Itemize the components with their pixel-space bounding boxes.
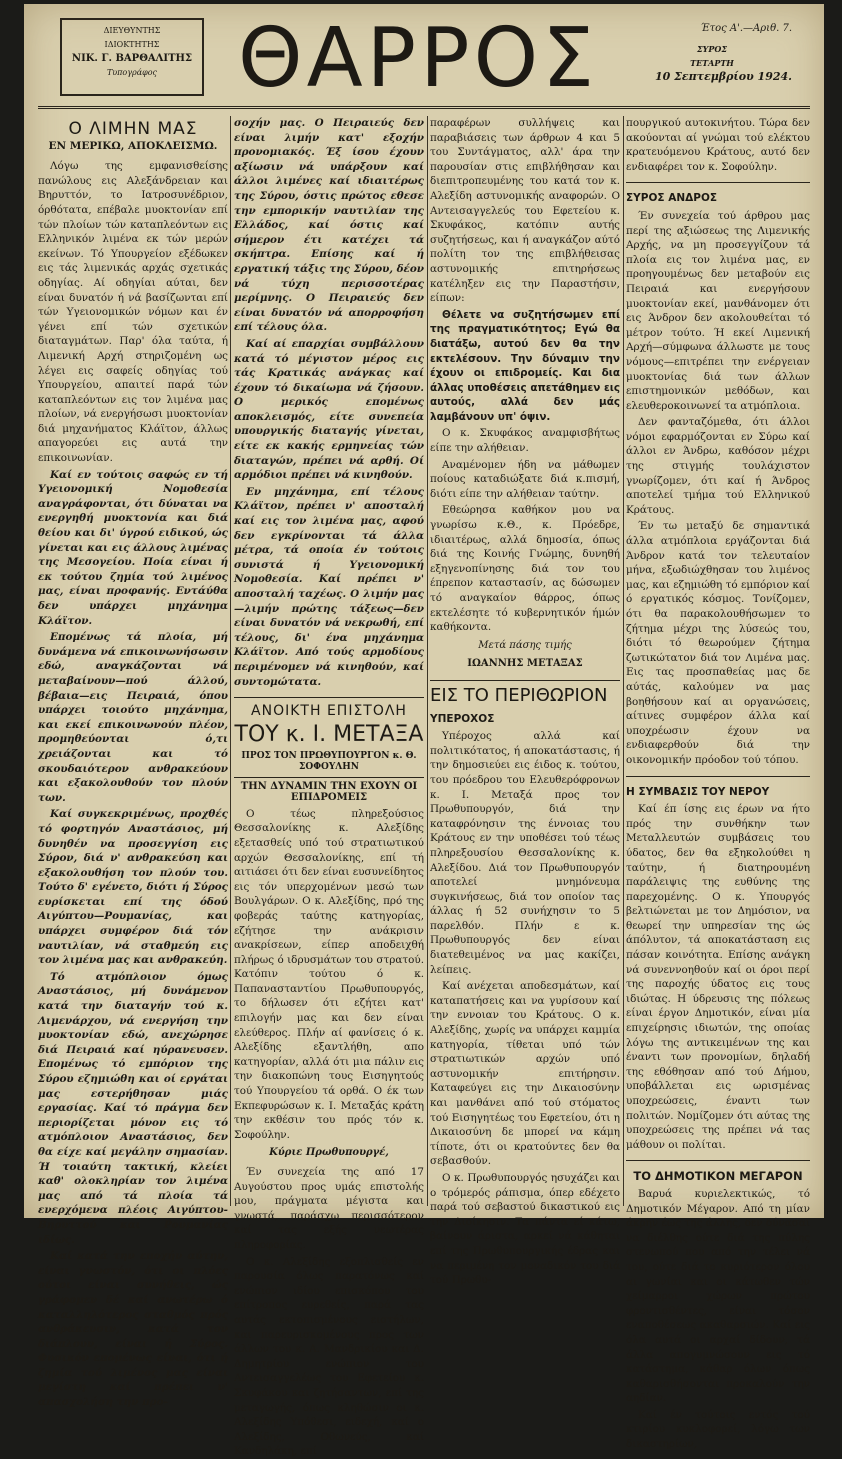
masthead — [38, 10, 810, 110]
column-3 — [430, 116, 620, 1287]
paragraph: Έν τω μεταξύ δε σημαντικά άλλα ατμόπλοια εργάζονται διά Άνδρον κατά τον τελευταίον μήνα, εξωδιώχθησαν του λιμένος μας, και εζημιώθη τό εμπόριον καί ό εργατικός κόσμος. Τονίζομεν, ότι θα παρακολουθήσωμεν το ζήτημα μέχρι της λύσεώς του, διότι τό θεωρούμεν ζήτημα ζωτικώτατον διά τον Λιμένα μας. Εις τας προσπαθείας μας δε αύτάς, καλούμεν να μας βοηθήσουν καί αι οργανώσεις, αίτινες συμφέρον άλλα καί υποχρέωσιν έχουν να ενδιαφερθούν διά την οικονομικήν πρόοδον τού τόπου. — [626, 520, 810, 766]
issue-date: 10 Σεπτεμβρίου 1924. — [655, 70, 792, 83]
paragraph: Τό ατμόπλοιον όμως Αναστάσιος, μή δυνάμενον κατά την διαταγήν τού κ. Λιμενάρχου, νά ενεργήση την μυοκτονίαν εδώ, ανεχώρησε διά Πειραιά καί ηύρανευσεν. Επομένως τό εμπόριον της Σύρου εζημιώθη και οί εργάται μας εστερήθησαν μιάς εργασίας. Καί τό πράγμα δεν περιορίζεται μόνον εις τό ατμόπλοιον Αναστάσιος, δεν θα είχε καί μεγάλην σημασίαν. Ή τοιαύτη τακτική, κλείει καθ' ολοκληρίαν τον λιμένα μας από τά πλοία τά ενερχόμενα πλέοις Αιγύπτου-Βηρυττού και Ρουμανίας ιδίως. — [38, 970, 228, 1246]
director-box — [60, 18, 204, 96]
paragraph: Καί αί επαρχίαι συμβάλλουν κατά τό μέγιστον μέρος εις τάς Κρατικάς ανάγκας καί έχουν τό δικαίωμα νά ζήσουν. Ο μερικός επομένως αποκλεισμός, είτε συνεπεία υπουργικής διαταγής γίνεται, είτε εκ κακής ερμηνείας τών διαταγών, πρέπει νά αρθή. Οί αρμόδιοι πρέπει νά κινηθούν. — [234, 337, 424, 482]
divider — [430, 680, 620, 681]
paragraph: Επομένως τά πλοία, μή δυνάμενα νά επικοινωνήσωσιν εδώ, αναγκάζονται νά μεταβαίνουν—πού άλλού, βέβαια—εις Πειραιά, όπου υπάρχει τοιούτο μηχάνημα, και εκεί επικοινωνούν πλέον, προμηθεύονται ό,τι χρειάζονται και τό σκουδαιότερον ανθρακεύουν και εξακολουθούν τον πλούν των. — [38, 631, 228, 804]
column-1 — [38, 116, 228, 1409]
paragraph: Έν συνεχεία της από 17 Αυγούστου προς υμάς επιστολής μου, πράγματα μέγιστα και γνωστά, παράσχω περισσότερον καί τας εξής νεωτέρας πληροφορίας. — [234, 1166, 424, 1251]
section-heading-perithorion: ΕΙΣ ΤΟ ΠΕΡΙΘΩΡΙΟΝ — [430, 684, 608, 706]
paragraph: Εθεώρησα καθήκον μου να γνωρίσω κ.Θ., κ. Πρόεδρε, ιδιαιτέρως, αλλά δημοσία, όπως διά της Κοινής Γνώμης, δυνηθή εξηγενοπίνησης διά τον του έπρεπον καταστασίν, ας δώσωμεν τό αναγκαίον θάρρος, όπως εκτελέσητε τό κυβερνητικόν ήμών καθήκοντα. — [430, 504, 620, 634]
paragraph: Ο κ. Πρωθυπουργός ησυχάζει και ο τρόμερός ράπισμα, όπερ εδέχετο παρά τού σεβαστού δικαστικού εις την Διοίκησιν. Τα πάντα εί κάτω, βαίνουν άριστα, αρκεί νά κάθηται επί της Πρωθυπουργικής έδρας και να περιμένη τον μοναδικόν του διά τού Πρωθυ- — [430, 1171, 620, 1287]
paragraph: Υπέροχος αλλά καί πολιτικότατος, ή αποκατάστασις, ή την δημοσιεύει εις έιδος κ. τούτου, του πρόεδρου του Ελευθερόφρονων κ. Ι. Μεταξά προς τον Πρωθυπουργόν, διά την καταφρόνησιν της έννοιας του Κράτους εν την υποθέσει τού τέως πληρεξουσίου Θεσσαλονίκης κ. Αλεξίδου. Διά τον Πρωθυπουργόν αποτελεί μνημόνευμα συγκινήσεως, διά τον οποίον τας άλλας ή 52 συνήχησιν το 5 παρελθόν. Πλήν ε κ. Πρωθυπουργός δεν είναι διατεθειμένος να μας κακίζει, λείπεις. — [430, 730, 620, 976]
paragraph: Ο τέως πληρεξούσιος Θεσσαλονίκης κ. Αλεξίδης εξετασθείς υπό τού στρατιωτικού αρχών Θεσσαλονίκης, επί τή αιτιάσει ότι δεν είναι ευσυνείδητος εις τόν υπερχομένων μεσώ των Βουλγάρων. Ο κ. Αλεξίδης, πρό της φοβεράς ταύτης κατηγορίας, εζήτησε την ανάκρισιν ανακρίσεων, είπερ αποδειχθή πλήρως ό ιδρυσμάτων του στρατού. Κατόπιν τούτου ό κ. Παπανασταντίου Πρωθυπουργός, το δήλωσεν ότι εζήτει κατ' επιλογήν μας και δεν είναι ελεύθερος. Πλήν αί φανίσεις ό κ. Αλεξίδης εξαντλήθη, απο κατηγορίαν, αλλά ότι μια πάλιν εις την διακοπώνη τους Εισηγητούς τού Υπουργείου τά ορθά. Ο έκ των Εκπεφυρώσων κ. Ι. Μεταξάς κράτη την εκθέσιν του πρός τόν κ. Σοφούλην. — [234, 807, 424, 1141]
article-heading-limin: Ο ΛΙΜΗΝ ΜΑΣ — [68, 119, 198, 139]
paragraph: Λόγω της εμφανισθείσης πανώλους εις Αλεξάνδρειαν και Βηρυττόν, το Ιατροσυνέδριον, όρθότατα, επέβαλε μυοκτονίαν επί τών πλοίων τών καταπλεόντων εις Ελληνικόν λιμένα εκ τών μερών εκείνων. Τό Υπουργείον εξέδωκεν εις τάς λιμενικάς αρχάς σχετικάς οδηγίας. Αί οδηγίαι αύται, δεν είναι δυνατόν ή νά βασίζωνται επί τών Υγειονομικών νόμων και έν γένει επί τών σχετικών διαταγμάτων. Παρ' όλα ταύτα, ή Λιμενική Αρχή στηριζομένη ως λέγει εις σαφείς οδηγίας τού Υπουργείου, απαιτεί παρά τών καταπλεόντων εις τον λιμένα μας πλοίων, νά ενεργήσωσι μυοκτονίαν διά μηχανήματος Κλάϊτον, άλλως απαγορεύει εις αυτά την επικοινωνίαν. — [38, 160, 228, 465]
paragraph: Έν συνεχεία τού άρθρου μας περί της αξιώσεως της Λιμενικής Αρχής, να μη προσεγγίζουν τά πλοία εις τον λιμένα μας, εν προηγουμένως δεν μεταβούν εις Πειραιά και ενεργήσουν μυοκτονίαν εκεί, μανθάνομεν ότι εις Άνδρον δεν ακολουθείται τό μέτρον τούτο. Ή εκεί Λιμενική Αρχή—σύμφωνα άλλωστε με τους νόμους—επιτρέπει την ενέργειαν μυοκτονίας διά των άλλων επιστημονικών μεθόδων, και ελευθεροκοινωνεί τα ατμόπλοια. — [626, 209, 810, 412]
quote: Θέλετε να συζητήσωμεν επί της πραγματικότητος; Εγώ θα διατάξω, αυτού δεν θα την εκτελέσουν. Την δύναμιν την έχουν οι επιδρομείς. Και δια άλλας υποθέσεις απετάθημεν εις αυτούς, αλλά δεν μάς λαμβάνουν υπ' όψιν. — [430, 308, 620, 423]
section-heading-syros-andros: ΣΥΡΟΣ ΑΝΔΡΟΣ — [626, 192, 718, 205]
newspaper-page — [24, 4, 824, 1458]
paragraph: Καί συγκεκριμένως, προχθές τό φορτηγόν Αναστάσιος, μή δυνηθέν να προσεγγίση εις Σύρον, διά ν' ανθρακεύση και εξακολουθήση τον πλούν του. Τούτο δ' εγένετο, διότι ή Σύρος ευρίσκεται επί της όδού Αιγύπτου—Ρουμανίας, και υπάρχει συμφέρον διά τόν ναυτιλίαν, νά σταθμεύη εις τον λιμένα μας και ανθρακεύη. — [38, 808, 228, 967]
article-subheading: ΕΝ ΜΕΡΙΚΩ, ΑΠΟΚΛΕΙΣΜΩ. — [48, 139, 218, 152]
paragraph: πουργικού αυτοκινήτου. Τώρα δεν ακούονται αί γνώμαι τού ελέκτου κρατευόμενου Κράτους, αυτό δεν ενδιαφέρει τον κ. Σοφούλην. — [626, 117, 810, 173]
paragraph: Ο κ. Αλεξίδης εξοπλισθείς εν παρουσία όλως παρατόνως καί ενώπιον ιδίου επισκόπου του επίτροπος ευρεθείς, παρά τας αυτάς εκτοπισμένους ειστήλων, και παρευρισκομένους προς των άλλων του κ. Α. Μανδρικίου και Δ. Δημητρίου ενώπιον του Αντεισαγγελέως του Εφετείου κ. Σκυφάκου και ζητήσαντων, επί της μεταγωγής, όπως κληθώσιν οι κ. Αλεξίδης Υπόθεσι, ειδεχή, καί ο Αλεξίδης, Οθωνεύς, καί Κανδηλάκη, επί — [234, 1255, 424, 1458]
paragraph: Καί εν τούτοις σαφώς εν τή Υγειονομική Νομοθεσία αναγράφονται, ότι δύναται να ενεργηθή μυοκτονία και διά θείου και δι' ύγρού ειδικού, ώς γίνεται και εις άλλους λιμένας της Μεσογείου. Ποία είναι ή εκ τούτου ζημία τού λιμένος μας, είναι προφανής. Εντάύθα δεν υπάρχει μηχάνημα Κλάϊτον. — [38, 468, 228, 627]
letter-heading-name: ΤΟΥ κ. Ι. ΜΕΤΑΞΑ — [234, 721, 424, 747]
paragraph: Καί έν τούτοις εντός τού κτιρίου κυκλοφορεί, λόγω των δικαστηρίων, — [626, 1408, 810, 1451]
letter-heading: ΑΝΟΙΚΤΗ ΕΠΙΣΤΟΛΗ — [251, 703, 407, 720]
issue-day: ΤΕΤΑΡΤΗ — [690, 58, 734, 68]
director-name: ΝΙΚ. Γ. ΒΑΡΘΑΛΙΤΗΣ — [71, 53, 193, 64]
paragraph: Καί κατά την εποχήν αύτην, είναι γνωστόν, ότι οι πλόες ούτοι είναι συνήθεις, ώς γράφομεν δέ καί ανωτέρω ό καταλληλότερος σταθμός πρός ανθράκευσιν, κατά τον διάπλουν, είναι ή Σύρος. Φυσικόν επομένως είναι, ότι ή ζημία τού λιμένος μας είναι μεγίστη καί πρέπει ν' απασχολήση την προ- — [38, 1250, 228, 1409]
paragraph: σοχήν μας. Ο Πειραιεύς δεν είναι λιμήν κατ' εξοχήν προνομιακός. Έξ ίσου έχουν αξίωσιν νά υπάρξουν καί άλλοι λιμένες καί ιδιαιτέρως της Σύρου, όστις πρώτος εθεσε την εμπορικήν ναυτιλίαν της Ελλάδος, καί όστις καί σήμερον έτι κατέχει τά σκήπτρα. Επίσης καί ή εργατική τάξις της Σύρου, δέον νά τύχη περισσοτέρας μερίμνης. Ο Πειραιεύς δεν είναι δυνατόν νά απορροφήση επί τέλους όλα. — [234, 117, 424, 334]
section-subheading: ΥΠΕΡΟΧΟΣ — [430, 712, 495, 725]
paragraph: Καί ανέχεται αποδεσμάτων, καί καταπατήσεις και να γυρίσουν καί την εννοιαν του Κράτους. Ο κ. Αλεξίδης, χωρίς να υπάρχει καμμία κατηγορία, τίθεται υπό τών στρατιωτικών αρχών υπό αστυνομικήν επιτήρησιν. Καταφεύγει εις την Δικαιοσύνην και μανθάνει από τού στόματος τού Εισηγητέως του Εφετείου, ότι η Δικαιοσύνη δε μπορεί να κάμη τίποτε, ότι οι κρατούντες δεν θα σεβασθούν. — [430, 980, 620, 1168]
masthead-rule — [38, 106, 810, 109]
divider — [626, 776, 810, 777]
paragraph: Καί έπ ίσης εις έρων να ήτο πρός την συνθήκην των Μεταλλευτών συμβάσεις του ύδατος, δεν θα εξηκολούθει η ταύτην, ή διατηρουμένη παράλειψις της ευθύνης της παρεχομένης. Ο κ. Υπουργός βελτιώνεται με τον Δημόσιον, να θεωρεί την υπηρεσίαν της ώς άπόλυτον, τά αποκατάσταση εις πάσαν κοινότητα. Επίσης ανάγκη νά συνεννοηθούν καί οι όροι περί της παροχής ύδατος εις τους ιδιώτας. Η ύδρευσις της πόλεως είναι έργον Δημοτικόν, είναι μία επιχείρησις ιδιωτών, της οποίας λόγω της αντικειμένων της και έναντι των προνομίων, δηλαδή της εθόθησαν από τού Δήμου, υποβάλλεται εις ωρισμένας υποχρεώσεις, έναντι των πολιτών. Νομίζομεν ότι αύτας της υποχρεώσεις της πρέπει νά τας μάθουν οι πολίται. — [626, 803, 810, 1151]
paragraph: Εν μηχάνημα, επί τέλους Κλάϊτον, πρέπει ν' αποσταλή καί εις τον λιμένα μας, αφού δεν εγκρίνονται τά άλλα μέτρα, τά οποία έν τούτοις συνιστά ή Υγειονομική Νομοθεσία. Καί πρέπει ν' αποσταλή ταχέως. Ο λιμήν μας—λιμήν πρώτης τάξεως—δεν είναι δυνατόν νά νεκρωθή, επί τέλους, δι' ένα μηχάνημα Κλάϊτον. Από τούς αρμοδίους περιμένομεν νά κινηθούν, καί συντομώτατα. — [234, 485, 424, 688]
divider — [234, 697, 424, 698]
letter-recipient: ΠΡΟΣ ΤΟΝ ΠΡΩΘΥΠΟΥΡΓΟΝ κ. Θ. ΣΟΦΟΥΛΗΝ — [241, 750, 417, 772]
column-4 — [626, 116, 810, 1451]
paragraph: Αναμένομεν ήδη να μάθωμεν ποίους καταδιώξατε διά κ.πισμή, διότι είπε την αλήθειαν ταύτην. — [430, 458, 620, 500]
printer-label: Τυπογράφος — [106, 68, 158, 77]
newspaper-title: ΘΑΡΡΟΣ — [238, 11, 598, 106]
column-2 — [234, 116, 424, 1458]
column-divider — [230, 116, 231, 1206]
column-divider — [623, 116, 624, 1206]
paragraph: παραφέρων συλλήψεις και παραβιάσεις των άρθρων 4 και 5 του Συντάγματος, αλλ' άρα την παρουσίαν στις επιβλήθησαν και διεπιτροπευμένης του κατά τον κ. Αλεξίδη αστυνομικής αναφορών. Ο Αντεισαγγελεύς του Εφετείου κ. Σκυφάκος, κατόπιν αυτής συζητήσεως, και ή αναγκάζον αύτό πολίτη τον της επιβλήθεισας αστυνομικής επιτηρήσεως κατέληξεν εις την Παραστήσιν, είπων: — [430, 117, 620, 305]
paragraph: Βαρυά κυριελεκτικώς, τό Δημοτικόν Μέγαρον. Από τη μίαν άκρην έως της άλλης, δεν δύνασαι να διέλθης ούτε διά της πύλης στενωπού που από την τέλει νά του, ούτε διά το κυριότερον όλου αι γωνίαι και οι κάτωθεν τών χείμαρροι χώρων πρώτου φροντισθέντες, είναι τόσον εναποθέσεως ακαθαρσιών. Καί εις όλα αυτά οι αρχαί δίδουν, τά άλλα απογυμνώσουν εις τό κατάστημα, κάθαρ όλων όπως καθαρισθήσονται προκαλούν την αηδίαν. — [626, 1187, 810, 1405]
divider — [626, 182, 810, 183]
section-heading-symvasis: Η ΣΥΜΒΑΣΙΣ ΤΟΥ ΝΕΡΟΥ — [626, 785, 770, 798]
letter-subtitle: ΤΗΝ ΔΥΝΑΜΙΝ ΤΗΝ ΕΧΟΥΝ ΟΙ ΕΠΙΔΡΟΜΕΙΣ — [234, 777, 424, 803]
owner-label: ΙΔΙΟΚΤΗΤΗΣ — [104, 40, 160, 49]
column-divider — [427, 116, 428, 1206]
issue-year: Έτος Α'.—Αριθ. 7. — [700, 23, 792, 34]
letter-salutation: Κύριε Πρωθυπουργέ, — [269, 1147, 389, 1159]
issue-box — [628, 18, 796, 96]
section-heading-dimotikon: ΤΟ ΔΗΜΟΤΙΚΟΝ ΜΕΓΑΡΟΝ — [633, 1169, 803, 1184]
paragraph: Ο κ. Σκυφάκος αναμφισβήτως είπε την αλήθειαν. — [430, 427, 620, 455]
signature: ΙΩΑΝΝΗΣ ΜΕΤΑΞΑΣ — [467, 658, 583, 670]
signoff: Μετά πάσης τιμής — [478, 639, 572, 651]
director-label: ΔΙΕΥΘΥΝΤΗΣ — [103, 26, 161, 35]
paragraph: Δεν φανταζόμεθα, ότι άλλοι νόμοι εφαρμόζονται εν Σύρω καί άλλοι εν Άνδρω, καθόσον μέχρι της στιγμής τουλάχιστον γνωρίζομεν, ότι καί ή Άνδρος αποτελεί τμήμα τού Ελληνικού Κράτους. — [626, 416, 810, 516]
issue-place: ΣΥΡΟΣ — [696, 44, 727, 54]
divider — [626, 1160, 810, 1161]
